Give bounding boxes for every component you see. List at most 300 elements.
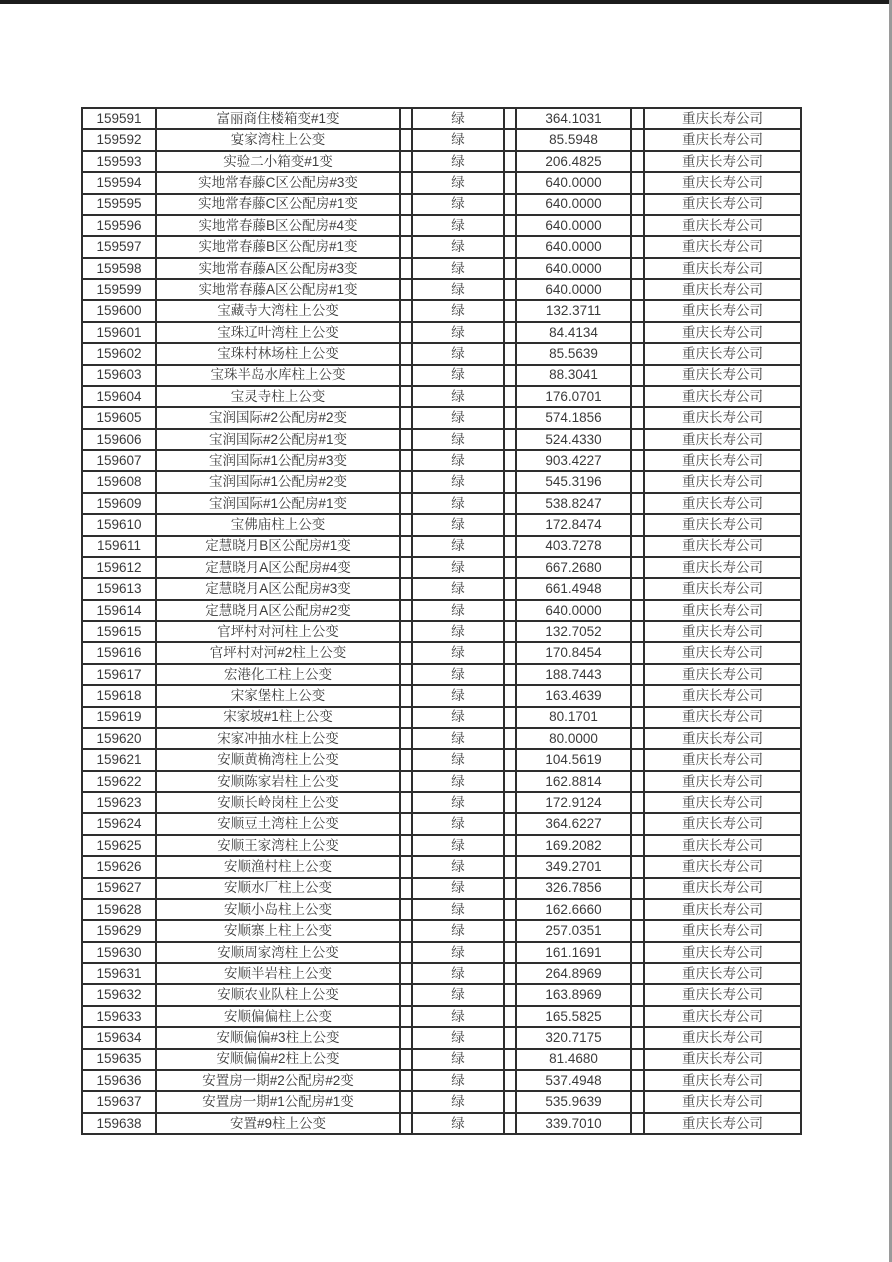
company-cell: 重庆长寿公司: [644, 343, 801, 364]
status-cell: 绿: [412, 129, 504, 150]
table-row: [82, 322, 801, 343]
company-cell: 重庆长寿公司: [644, 514, 801, 535]
transformer-name-cell: 宝佛庙柱上公变: [156, 514, 400, 535]
table-row: [82, 685, 801, 706]
transformer-name-cell: 安顺水厂柱上公变: [156, 878, 400, 899]
transformer-name-cell: 宴家湾柱上公变: [156, 129, 400, 150]
transformer-name-cell: 安顺渔村柱上公变: [156, 856, 400, 877]
spacer-cell: [400, 1070, 412, 1091]
transformer-name-cell: 宝润国际#1公配房#3变: [156, 450, 400, 471]
table-row: [82, 1091, 801, 1112]
company-cell: 重庆长寿公司: [644, 407, 801, 428]
capacity-value-cell: 326.7856: [516, 878, 631, 899]
spacer-cell: [400, 1091, 412, 1112]
spacer-cell: [504, 707, 516, 728]
capacity-value-cell: 163.4639: [516, 685, 631, 706]
table-row: [82, 984, 801, 1005]
transformer-name-cell: 安顺豆土湾柱上公变: [156, 813, 400, 834]
company-cell: 重庆长寿公司: [644, 835, 801, 856]
spacer-cell: [631, 343, 644, 364]
spacer-cell: [504, 1049, 516, 1070]
company-cell: 重庆长寿公司: [644, 471, 801, 492]
company-cell: 重庆长寿公司: [644, 813, 801, 834]
capacity-value-cell: 640.0000: [516, 600, 631, 621]
capacity-value-cell: 640.0000: [516, 215, 631, 236]
transformer-name-cell: 实地常春藤B区公配房#4变: [156, 215, 400, 236]
record-id-cell: 159614: [82, 600, 156, 621]
table-row: [82, 1070, 801, 1091]
record-id-cell: 159608: [82, 471, 156, 492]
transformer-name-cell: 安顺偏偏柱上公变: [156, 1006, 400, 1027]
company-cell: 重庆长寿公司: [644, 963, 801, 984]
spacer-cell: [400, 600, 412, 621]
spacer-cell: [400, 236, 412, 257]
status-cell: 绿: [412, 279, 504, 300]
capacity-value-cell: 80.1701: [516, 707, 631, 728]
spacer-cell: [631, 792, 644, 813]
spacer-cell: [631, 642, 644, 663]
spacer-cell: [400, 642, 412, 663]
spacer-cell: [631, 1091, 644, 1112]
company-cell: 重庆长寿公司: [644, 1027, 801, 1048]
status-cell: 绿: [412, 514, 504, 535]
spacer-cell: [504, 813, 516, 834]
capacity-value-cell: 85.5639: [516, 343, 631, 364]
company-cell: 重庆长寿公司: [644, 1070, 801, 1091]
spacer-cell: [504, 856, 516, 877]
table-row: [82, 493, 801, 514]
table-row: [82, 386, 801, 407]
spacer-cell: [400, 151, 412, 172]
company-cell: 重庆长寿公司: [644, 215, 801, 236]
spacer-cell: [631, 920, 644, 941]
record-id-cell: 159637: [82, 1091, 156, 1112]
status-cell: 绿: [412, 1113, 504, 1134]
transformer-name-cell: 安置房一期#1公配房#1变: [156, 1091, 400, 1112]
transformer-name-cell: 宋家堡柱上公变: [156, 685, 400, 706]
table-row: [82, 172, 801, 193]
transformer-name-cell: 安顺长岭岗柱上公变: [156, 792, 400, 813]
spacer-cell: [631, 557, 644, 578]
transformer-name-cell: 安置#9柱上公变: [156, 1113, 400, 1134]
record-id-cell: 159592: [82, 129, 156, 150]
table-row: [82, 365, 801, 386]
company-cell: 重庆长寿公司: [644, 685, 801, 706]
spacer-cell: [631, 471, 644, 492]
spacer-cell: [631, 194, 644, 215]
record-id-cell: 159612: [82, 557, 156, 578]
capacity-value-cell: 85.5948: [516, 129, 631, 150]
table-row: [82, 942, 801, 963]
spacer-cell: [504, 215, 516, 236]
spacer-cell: [504, 1070, 516, 1091]
capacity-value-cell: 349.2701: [516, 856, 631, 877]
table-row: [82, 771, 801, 792]
company-cell: 重庆长寿公司: [644, 279, 801, 300]
spacer-cell: [400, 578, 412, 599]
status-cell: 绿: [412, 557, 504, 578]
status-cell: 绿: [412, 1091, 504, 1112]
table-row: [82, 664, 801, 685]
status-cell: 绿: [412, 343, 504, 364]
spacer-cell: [504, 108, 516, 129]
spacer-cell: [504, 600, 516, 621]
transformer-name-cell: 宏港化工柱上公变: [156, 664, 400, 685]
status-cell: 绿: [412, 878, 504, 899]
spacer-cell: [631, 1006, 644, 1027]
spacer-cell: [504, 365, 516, 386]
spacer-cell: [504, 878, 516, 899]
status-cell: 绿: [412, 1027, 504, 1048]
capacity-value-cell: 661.4948: [516, 578, 631, 599]
spacer-cell: [504, 1027, 516, 1048]
spacer-cell: [504, 258, 516, 279]
spacer-cell: [631, 899, 644, 920]
company-cell: 重庆长寿公司: [644, 1049, 801, 1070]
company-cell: 重庆长寿公司: [644, 1091, 801, 1112]
spacer-cell: [400, 514, 412, 535]
transformer-table-container: [81, 107, 802, 1135]
status-cell: 绿: [412, 429, 504, 450]
capacity-value-cell: 163.8969: [516, 984, 631, 1005]
record-id-cell: 159635: [82, 1049, 156, 1070]
spacer-cell: [504, 450, 516, 471]
spacer-cell: [631, 129, 644, 150]
table-row: [82, 343, 801, 364]
table-row: [82, 1049, 801, 1070]
table-row: [82, 835, 801, 856]
status-cell: 绿: [412, 236, 504, 257]
spacer-cell: [400, 1049, 412, 1070]
capacity-value-cell: 84.4134: [516, 322, 631, 343]
spacer-cell: [504, 771, 516, 792]
status-cell: 绿: [412, 258, 504, 279]
table-row: [82, 194, 801, 215]
company-cell: 重庆长寿公司: [644, 728, 801, 749]
capacity-value-cell: 364.1031: [516, 108, 631, 129]
spacer-cell: [504, 1113, 516, 1134]
capacity-value-cell: 667.2680: [516, 557, 631, 578]
spacer-cell: [400, 685, 412, 706]
record-id-cell: 159600: [82, 300, 156, 321]
spacer-cell: [400, 1006, 412, 1027]
spacer-cell: [400, 300, 412, 321]
transformer-name-cell: 实地常春藤A区公配房#3变: [156, 258, 400, 279]
transformer-name-cell: 宋家坡#1柱上公变: [156, 707, 400, 728]
transformer-name-cell: 安顺王家湾柱上公变: [156, 835, 400, 856]
table-body: [82, 108, 801, 1134]
transformer-name-cell: 安顺黄桷湾柱上公变: [156, 749, 400, 770]
company-cell: 重庆长寿公司: [644, 194, 801, 215]
company-cell: 重庆长寿公司: [644, 920, 801, 941]
company-cell: 重庆长寿公司: [644, 1006, 801, 1027]
status-cell: 绿: [412, 578, 504, 599]
spacer-cell: [631, 856, 644, 877]
transformer-name-cell: 实地常春藤C区公配房#3变: [156, 172, 400, 193]
table-row: [82, 258, 801, 279]
status-cell: 绿: [412, 856, 504, 877]
status-cell: 绿: [412, 493, 504, 514]
capacity-value-cell: 574.1856: [516, 407, 631, 428]
spacer-cell: [504, 172, 516, 193]
spacer-cell: [504, 685, 516, 706]
capacity-value-cell: 320.7175: [516, 1027, 631, 1048]
transformer-table: [81, 107, 802, 1135]
record-id-cell: 159611: [82, 536, 156, 557]
table-row: [82, 557, 801, 578]
spacer-cell: [400, 108, 412, 129]
record-id-cell: 159631: [82, 963, 156, 984]
spacer-cell: [504, 322, 516, 343]
transformer-name-cell: 宝珠辽叶湾柱上公变: [156, 322, 400, 343]
spacer-cell: [400, 129, 412, 150]
spacer-cell: [631, 258, 644, 279]
capacity-value-cell: 364.6227: [516, 813, 631, 834]
company-cell: 重庆长寿公司: [644, 300, 801, 321]
company-cell: 重庆长寿公司: [644, 899, 801, 920]
record-id-cell: 159605: [82, 407, 156, 428]
transformer-name-cell: 宝藏寺大湾柱上公变: [156, 300, 400, 321]
record-id-cell: 159619: [82, 707, 156, 728]
record-id-cell: 159607: [82, 450, 156, 471]
capacity-value-cell: 176.0701: [516, 386, 631, 407]
status-cell: 绿: [412, 984, 504, 1005]
company-cell: 重庆长寿公司: [644, 578, 801, 599]
record-id-cell: 159618: [82, 685, 156, 706]
spacer-cell: [504, 792, 516, 813]
spacer-cell: [504, 835, 516, 856]
company-cell: 重庆长寿公司: [644, 707, 801, 728]
status-cell: 绿: [412, 194, 504, 215]
spacer-cell: [400, 771, 412, 792]
status-cell: 绿: [412, 365, 504, 386]
record-id-cell: 159595: [82, 194, 156, 215]
spacer-cell: [504, 920, 516, 941]
spacer-cell: [631, 215, 644, 236]
spacer-cell: [631, 429, 644, 450]
company-cell: 重庆长寿公司: [644, 429, 801, 450]
table-row: [82, 621, 801, 642]
record-id-cell: 159603: [82, 365, 156, 386]
table-row: [82, 279, 801, 300]
table-row: [82, 450, 801, 471]
spacer-cell: [400, 899, 412, 920]
status-cell: 绿: [412, 942, 504, 963]
spacer-cell: [504, 407, 516, 428]
company-cell: 重庆长寿公司: [644, 365, 801, 386]
company-cell: 重庆长寿公司: [644, 878, 801, 899]
record-id-cell: 159604: [82, 386, 156, 407]
spacer-cell: [400, 493, 412, 514]
capacity-value-cell: 538.8247: [516, 493, 631, 514]
capacity-value-cell: 188.7443: [516, 664, 631, 685]
capacity-value-cell: 162.6660: [516, 899, 631, 920]
table-row: [82, 920, 801, 941]
table-row: [82, 1113, 801, 1134]
record-id-cell: 159633: [82, 1006, 156, 1027]
spacer-cell: [631, 493, 644, 514]
table-row: [82, 129, 801, 150]
capacity-value-cell: 640.0000: [516, 236, 631, 257]
spacer-cell: [400, 557, 412, 578]
transformer-name-cell: 富丽商住楼箱变#1变: [156, 108, 400, 129]
spacer-cell: [631, 1049, 644, 1070]
record-id-cell: 159596: [82, 215, 156, 236]
record-id-cell: 159638: [82, 1113, 156, 1134]
status-cell: 绿: [412, 1006, 504, 1027]
company-cell: 重庆长寿公司: [644, 749, 801, 770]
spacer-cell: [631, 236, 644, 257]
company-cell: 重庆长寿公司: [644, 984, 801, 1005]
spacer-cell: [400, 707, 412, 728]
spacer-cell: [400, 194, 412, 215]
capacity-value-cell: 104.5619: [516, 749, 631, 770]
spacer-cell: [631, 685, 644, 706]
company-cell: 重庆长寿公司: [644, 236, 801, 257]
status-cell: 绿: [412, 386, 504, 407]
capacity-value-cell: 537.4948: [516, 1070, 631, 1091]
spacer-cell: [400, 984, 412, 1005]
spacer-cell: [631, 322, 644, 343]
transformer-name-cell: 安顺偏偏#3柱上公变: [156, 1027, 400, 1048]
spacer-cell: [504, 429, 516, 450]
spacer-cell: [631, 600, 644, 621]
transformer-name-cell: 宝灵寺柱上公变: [156, 386, 400, 407]
spacer-cell: [400, 963, 412, 984]
company-cell: 重庆长寿公司: [644, 493, 801, 514]
capacity-value-cell: 403.7278: [516, 536, 631, 557]
company-cell: 重庆长寿公司: [644, 664, 801, 685]
spacer-cell: [400, 813, 412, 834]
record-id-cell: 159609: [82, 493, 156, 514]
record-id-cell: 159591: [82, 108, 156, 129]
status-cell: 绿: [412, 749, 504, 770]
transformer-name-cell: 宝润国际#1公配房#1变: [156, 493, 400, 514]
table-row: [82, 151, 801, 172]
spacer-cell: [400, 942, 412, 963]
spacer-cell: [631, 707, 644, 728]
transformer-name-cell: 实验二小箱变#1变: [156, 151, 400, 172]
spacer-cell: [631, 771, 644, 792]
spacer-cell: [631, 407, 644, 428]
status-cell: 绿: [412, 471, 504, 492]
spacer-cell: [400, 792, 412, 813]
transformer-name-cell: 宝润国际#2公配房#2变: [156, 407, 400, 428]
table-row: [82, 600, 801, 621]
spacer-cell: [631, 1070, 644, 1091]
status-cell: 绿: [412, 300, 504, 321]
spacer-cell: [504, 642, 516, 663]
company-cell: 重庆长寿公司: [644, 642, 801, 663]
spacer-cell: [400, 728, 412, 749]
company-cell: 重庆长寿公司: [644, 942, 801, 963]
transformer-name-cell: 安顺农业队柱上公变: [156, 984, 400, 1005]
company-cell: 重庆长寿公司: [644, 258, 801, 279]
table-row: [82, 856, 801, 877]
record-id-cell: 159602: [82, 343, 156, 364]
spacer-cell: [400, 215, 412, 236]
transformer-name-cell: 安置房一期#2公配房#2变: [156, 1070, 400, 1091]
spacer-cell: [631, 621, 644, 642]
record-id-cell: 159613: [82, 578, 156, 599]
transformer-name-cell: 安顺小岛柱上公变: [156, 899, 400, 920]
spacer-cell: [631, 108, 644, 129]
transformer-name-cell: 安顺寨上柱上公变: [156, 920, 400, 941]
spacer-cell: [631, 386, 644, 407]
transformer-name-cell: 官坪村对河柱上公变: [156, 621, 400, 642]
spacer-cell: [504, 194, 516, 215]
status-cell: 绿: [412, 621, 504, 642]
capacity-value-cell: 264.8969: [516, 963, 631, 984]
capacity-value-cell: 172.9124: [516, 792, 631, 813]
company-cell: 重庆长寿公司: [644, 322, 801, 343]
spacer-cell: [504, 129, 516, 150]
spacer-cell: [631, 878, 644, 899]
company-cell: 重庆长寿公司: [644, 1113, 801, 1134]
spacer-cell: [504, 1006, 516, 1027]
table-row: [82, 1027, 801, 1048]
record-id-cell: 159623: [82, 792, 156, 813]
status-cell: 绿: [412, 813, 504, 834]
status-cell: 绿: [412, 322, 504, 343]
capacity-value-cell: 640.0000: [516, 279, 631, 300]
capacity-value-cell: 170.8454: [516, 642, 631, 663]
spacer-cell: [400, 172, 412, 193]
transformer-name-cell: 安顺周家湾柱上公变: [156, 942, 400, 963]
status-cell: 绿: [412, 536, 504, 557]
transformer-name-cell: 安顺半岩柱上公变: [156, 963, 400, 984]
spacer-cell: [631, 1027, 644, 1048]
spacer-cell: [631, 942, 644, 963]
record-id-cell: 159620: [82, 728, 156, 749]
transformer-name-cell: 定慧晓月A区公配房#3变: [156, 578, 400, 599]
record-id-cell: 159615: [82, 621, 156, 642]
spacer-cell: [400, 621, 412, 642]
status-cell: 绿: [412, 792, 504, 813]
spacer-cell: [631, 300, 644, 321]
spacer-cell: [504, 300, 516, 321]
spacer-cell: [504, 151, 516, 172]
company-cell: 重庆长寿公司: [644, 108, 801, 129]
transformer-name-cell: 宝珠村林场柱上公变: [156, 343, 400, 364]
table-row: [82, 728, 801, 749]
spacer-cell: [631, 450, 644, 471]
spacer-cell: [504, 536, 516, 557]
spacer-cell: [400, 279, 412, 300]
spacer-cell: [400, 258, 412, 279]
record-id-cell: 159599: [82, 279, 156, 300]
record-id-cell: 159622: [82, 771, 156, 792]
capacity-value-cell: 524.4330: [516, 429, 631, 450]
capacity-value-cell: 80.0000: [516, 728, 631, 749]
spacer-cell: [504, 514, 516, 535]
spacer-cell: [400, 450, 412, 471]
company-cell: 重庆长寿公司: [644, 771, 801, 792]
status-cell: 绿: [412, 835, 504, 856]
capacity-value-cell: 640.0000: [516, 172, 631, 193]
spacer-cell: [400, 471, 412, 492]
transformer-name-cell: 官坪村对河#2柱上公变: [156, 642, 400, 663]
table-row: [82, 642, 801, 663]
capacity-value-cell: 132.7052: [516, 621, 631, 642]
company-cell: 重庆长寿公司: [644, 536, 801, 557]
table-row: [82, 899, 801, 920]
status-cell: 绿: [412, 642, 504, 663]
capacity-value-cell: 88.3041: [516, 365, 631, 386]
record-id-cell: 159598: [82, 258, 156, 279]
capacity-value-cell: 903.4227: [516, 450, 631, 471]
company-cell: 重庆长寿公司: [644, 557, 801, 578]
